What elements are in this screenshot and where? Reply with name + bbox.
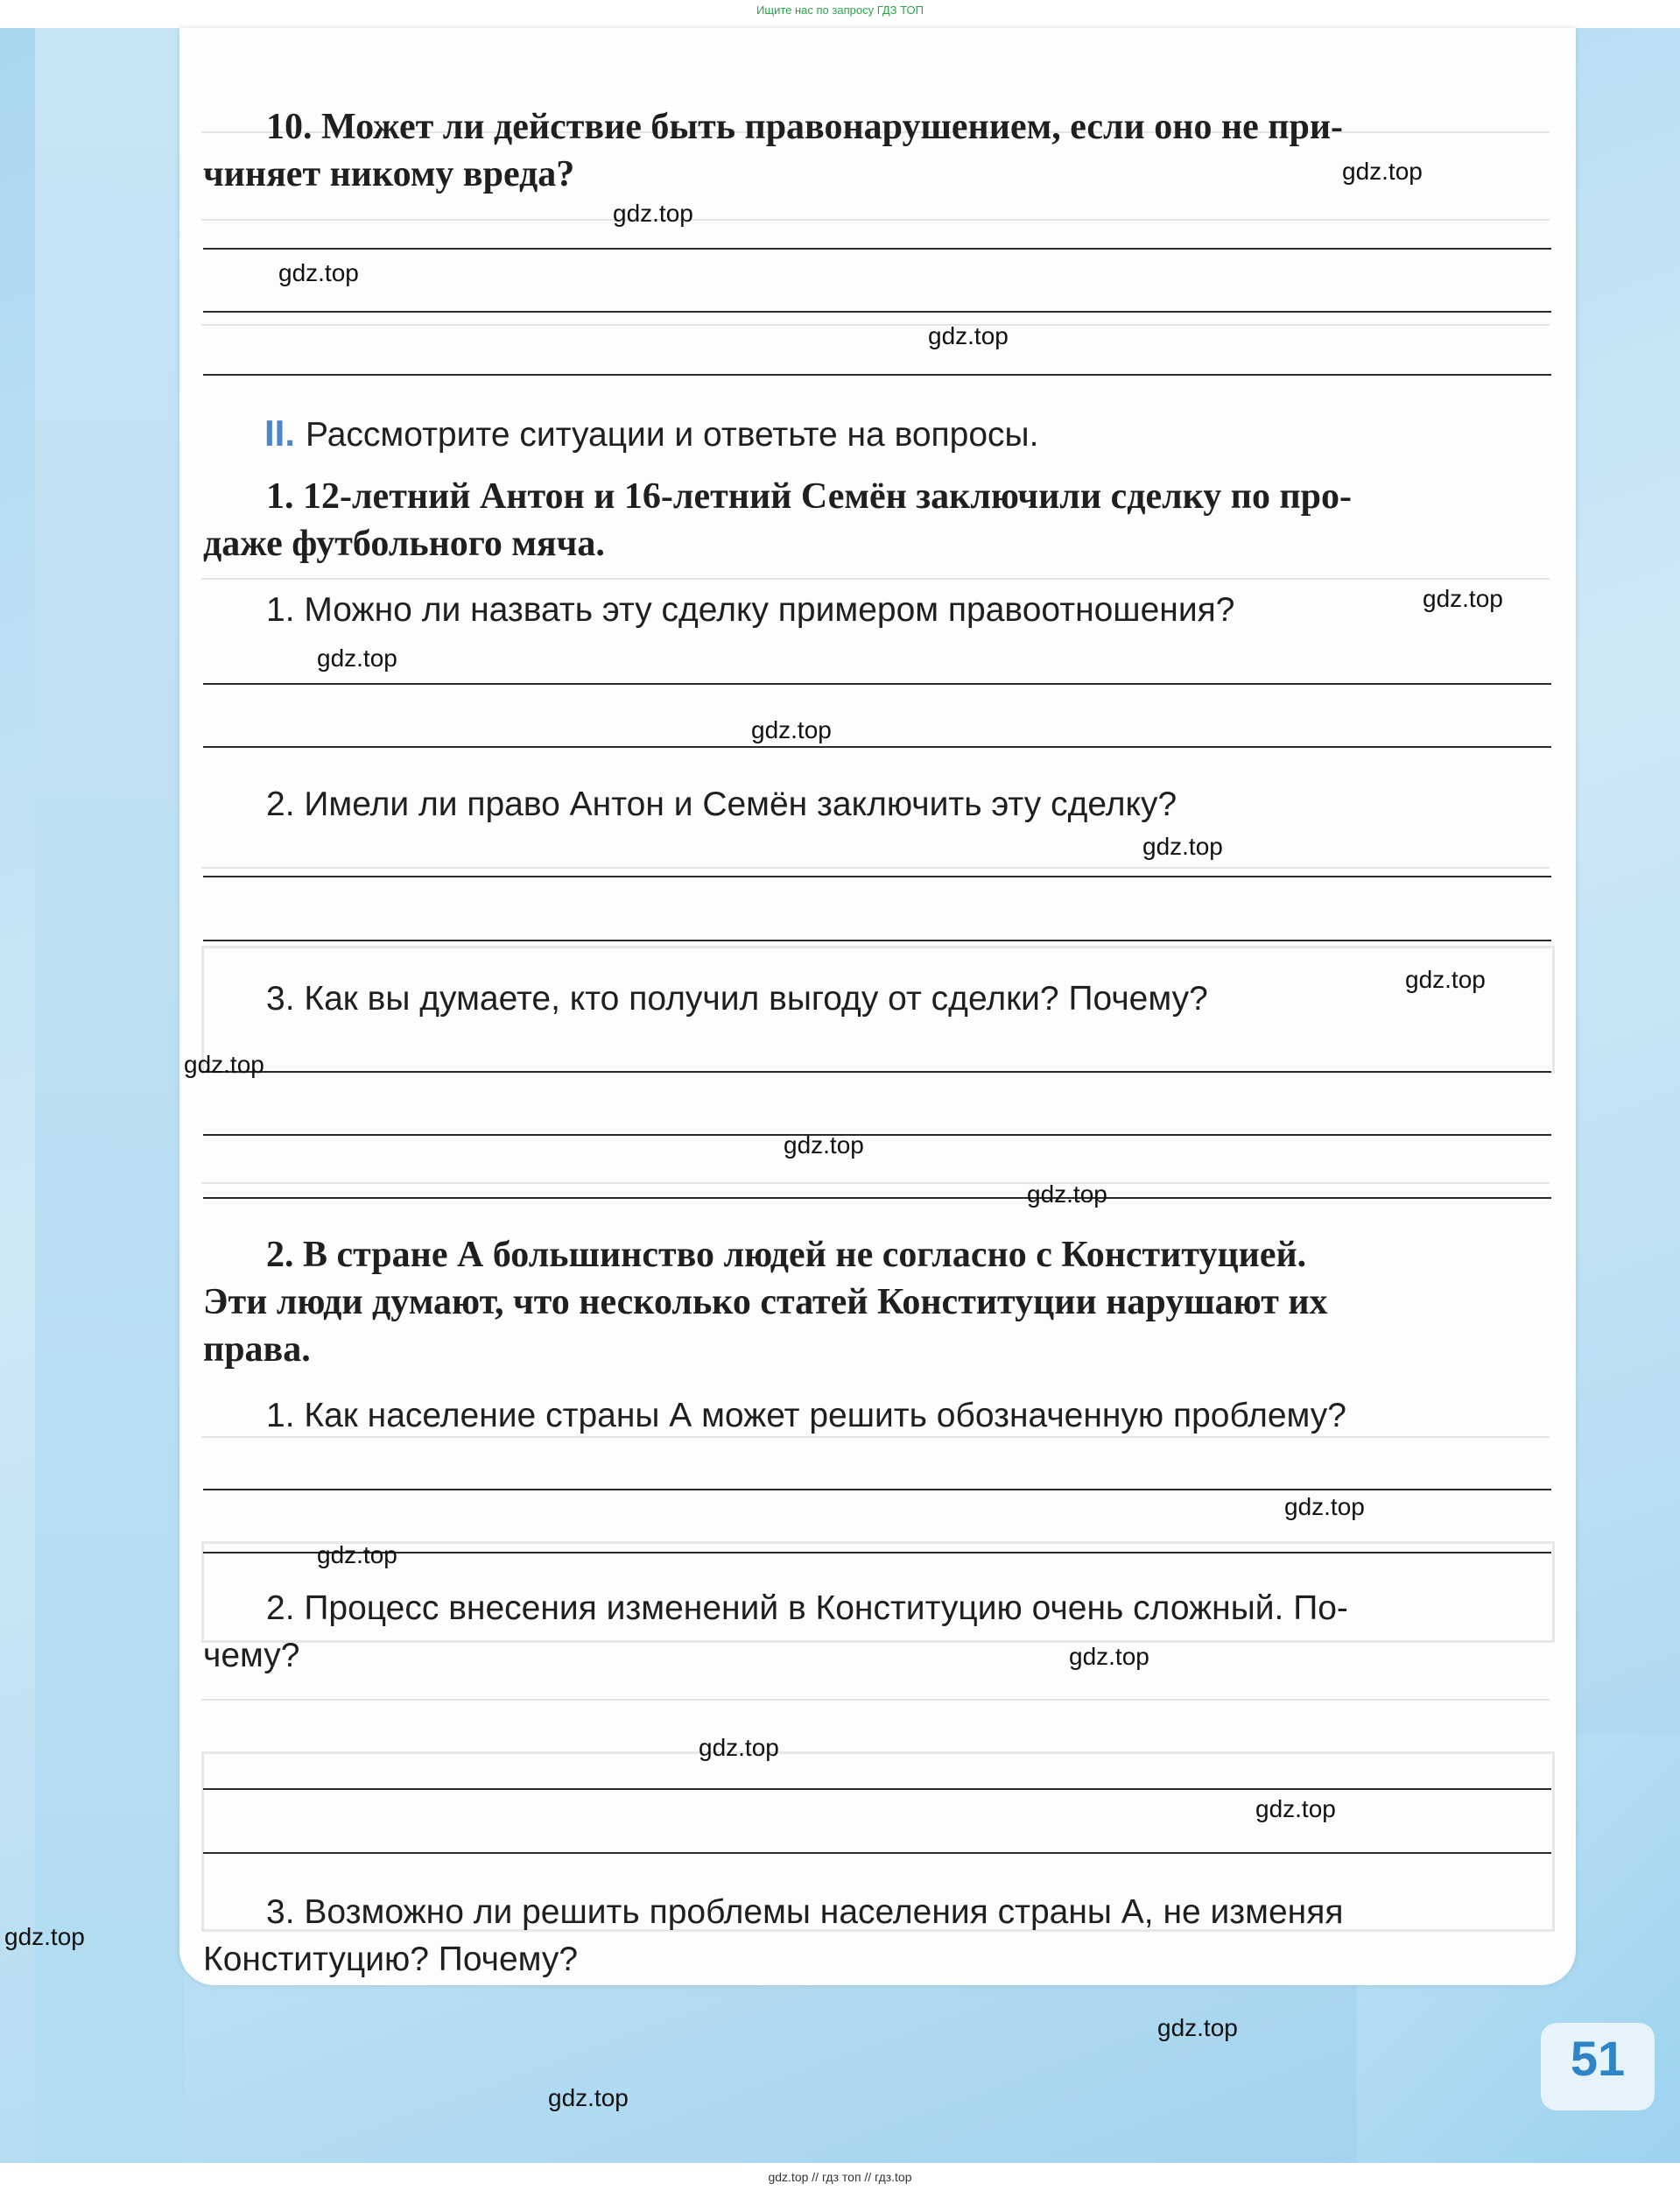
answer-line[interactable] [203, 1788, 1551, 1790]
section-heading [264, 410, 1038, 459]
answer-line[interactable] [203, 940, 1551, 941]
section-title: Рассмотрите ситуации и ответьте на вопросы. [306, 416, 1039, 454]
situation-1-line-2: даже футбольного мяча. [203, 524, 605, 564]
situation-2-question-1: 1. Как население страны А может решить обозначенную проблему? [266, 1397, 1346, 1434]
situation-2-question-2: 2. Процесс внесения изменений в Конституцию очень сложный. По- чему? [203, 1589, 1348, 1674]
watermark: gdz.top [928, 322, 1009, 349]
answer-line[interactable] [203, 746, 1551, 748]
watermark: gdz.top [317, 645, 397, 672]
watermark: gdz.top [1142, 833, 1223, 860]
top-note: Ищите нас по запросу ГДЗ ТОП [756, 4, 924, 17]
answer-line[interactable] [203, 1552, 1551, 1553]
answer-line[interactable] [203, 876, 1551, 877]
question-10-line-1: 10. Может ли действие быть правонарушением, если оно не при- [266, 107, 1344, 147]
situation-1-question-3: 3. Как вы думаете, кто получил выгоду от сделки? Почему? [266, 980, 1208, 1018]
watermark: gdz.top [1284, 1493, 1365, 1520]
watermark: gdz.top [1027, 1180, 1107, 1208]
situation-1-question-1: 1. Можно ли назвать эту сделку примером правоотношения? [266, 591, 1235, 629]
situation-1-question-2: 2. Имели ли право Антон и Семён заключить эту сделку? [266, 786, 1177, 823]
watermark: gdz.top [1423, 585, 1503, 612]
section-numeral: II. [264, 412, 296, 454]
answer-line[interactable] [203, 311, 1551, 313]
watermark: gdz.top [751, 716, 832, 743]
answer-line[interactable] [203, 248, 1551, 250]
situation-2-line-1: 2. В стране А большинство людей не согласно с Конституцией. [266, 1235, 1307, 1275]
watermark: gdz.top [613, 200, 693, 227]
watermark: gdz.top [1405, 966, 1486, 993]
answer-line[interactable] [203, 1134, 1551, 1136]
watermark: gdz.top [1255, 1795, 1336, 1822]
situation-2 [203, 1231, 1551, 1373]
situation-2-line-3: права. [203, 1329, 311, 1370]
footer-note: gdz.top // гдз топ // гдз.top [768, 2170, 912, 2184]
watermark: gdz.top [278, 259, 359, 286]
answer-line[interactable] [203, 1071, 1551, 1073]
background-stripe [35, 28, 184, 2163]
watermark: gdz.top [1342, 158, 1423, 185]
situation-1 [203, 473, 1551, 567]
watermark: gdz.top [4, 1923, 85, 1950]
watermark: gdz.top [317, 1541, 397, 1568]
watermark: gdz.top [1157, 2014, 1238, 2041]
watermark: gdz.top [1069, 1643, 1149, 1670]
question-10-line-2: чиняет никому вреда? [203, 154, 575, 194]
answer-line[interactable] [203, 374, 1551, 376]
answer-line[interactable] [203, 1852, 1551, 1854]
situation-1-line-1: 1. 12-летний Антон и 16-летний Семён заключили сделку по про- [266, 476, 1353, 517]
answer-line[interactable] [203, 1489, 1551, 1490]
watermark: gdz.top [699, 1734, 779, 1761]
watermark: gdz.top [548, 2084, 629, 2111]
page-number: 51 [1570, 2031, 1626, 2086]
answer-line[interactable] [203, 683, 1551, 685]
watermark: gdz.top [184, 1051, 264, 1078]
watermark: gdz.top [784, 1131, 864, 1159]
situation-2-question-3: 3. Возможно ли решить проблемы населения страны А, не изменяя Конституцию? Почему? [203, 1893, 1344, 1978]
situation-2-line-2: Эти люди думают, что несколько статей Конституции нарушают их [203, 1282, 1328, 1322]
answer-line[interactable] [203, 1197, 1551, 1199]
